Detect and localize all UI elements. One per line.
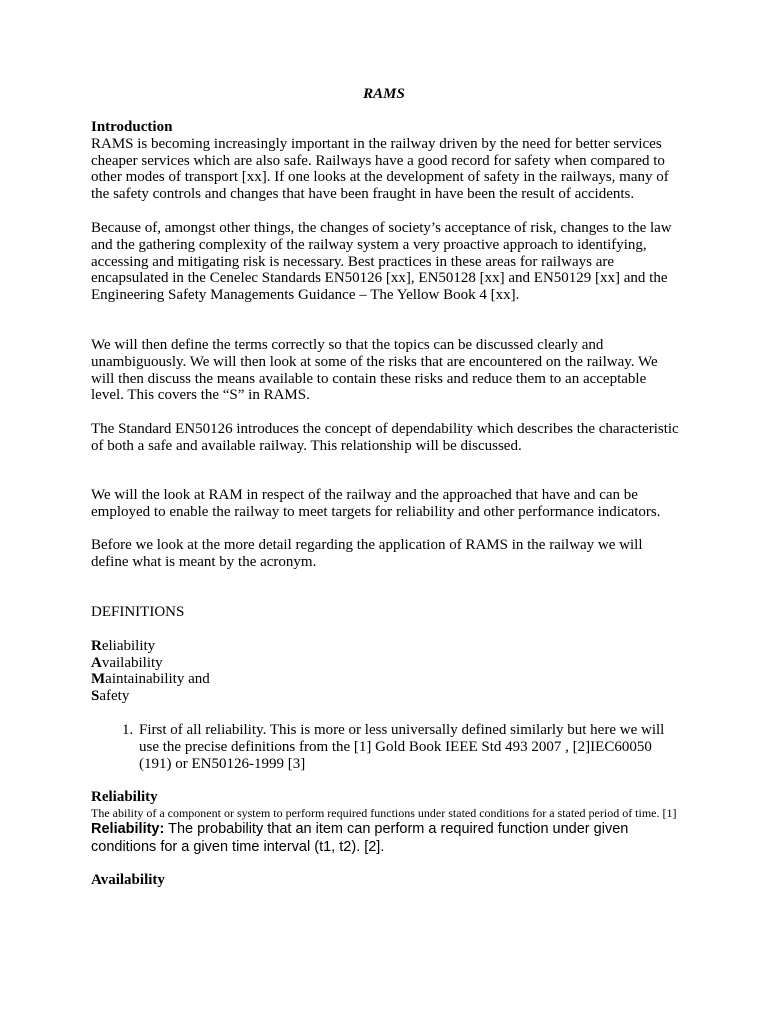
list-item: 1. First of all reliability. This is more or less universally defined similarly but here we will use the precise definitions from the [1] Gold Book IEEE Std 493 2007 , [2]IEC60050 (191) or EN50126-1999 [3] <box>137 722 681 772</box>
document-title: RAMS <box>363 86 405 102</box>
reliability-heading: Reliability <box>91 789 158 806</box>
acronym-line-maintainability: Maintainability and <box>91 671 210 688</box>
availability-heading: Availability <box>91 872 165 889</box>
acronym-line-availability: Availability <box>91 654 163 671</box>
reliability-definition-1: The ability of a component or system to perform required functions under stated conditions for a stated period of time. [1] <box>91 806 677 821</box>
acronym-line-safety: Safety <box>91 688 130 705</box>
acronym-line-reliability: Reliability <box>91 637 156 654</box>
introduction-heading: Introduction <box>91 119 173 135</box>
reliability-definition-2: Reliability: The probability that an item can perform a required function under given conditions for a given time interval (t1, t2). [2]. <box>91 821 629 856</box>
paragraph: Because of, amongst other things, the changes of society’s acceptance of risk, changes to the law and the gathering complexity of the railway system a very proactive approach to identifying, accessing and mitigating risk is necessary. Best practices in these areas for railways are encapsulated in the Cenelec Standards EN50126 [xx], EN50128 [xx] and EN50129 [xx] and the Engineering Safety Managements Guidance – The Yellow Book 4 [xx]. <box>91 219 672 304</box>
paragraph: Before we look at the more detail regarding the application of RAMS in the railway we will define what is meant by the acronym. <box>91 537 643 571</box>
document-body <box>91 119 681 889</box>
numbered-list <box>91 722 681 772</box>
paragraph: We will then define the terms correctly so that the topics can be discussed clearly and unambiguously. We will then look at some of the risks that are encountered on the railway. We will then discuss the means available to contain these risks and reduce them to an acceptable level. This covers the “S” in RAMS. <box>91 336 658 404</box>
definitions-heading: DEFINITIONS <box>91 603 185 620</box>
paragraph: RAMS is becoming increasingly important in the railway driven by the need for better services cheaper services which are also safe. Railways have a good record for safety when compared to other modes of transport [xx]. If one looks at the development of safety in the railways, many of the safety controls and changes that have been fraught in have been the result of accidents. <box>91 135 669 203</box>
paragraph: We will the look at RAM in respect of the railway and the approached that have and can be employed to enable the railway to meet targets for reliability and other performance indicators. <box>91 486 661 520</box>
paragraph: The Standard EN50126 introduces the concept of dependability which describes the characteristic of both a safe and available railway. This relationship will be discussed. <box>91 421 679 454</box>
